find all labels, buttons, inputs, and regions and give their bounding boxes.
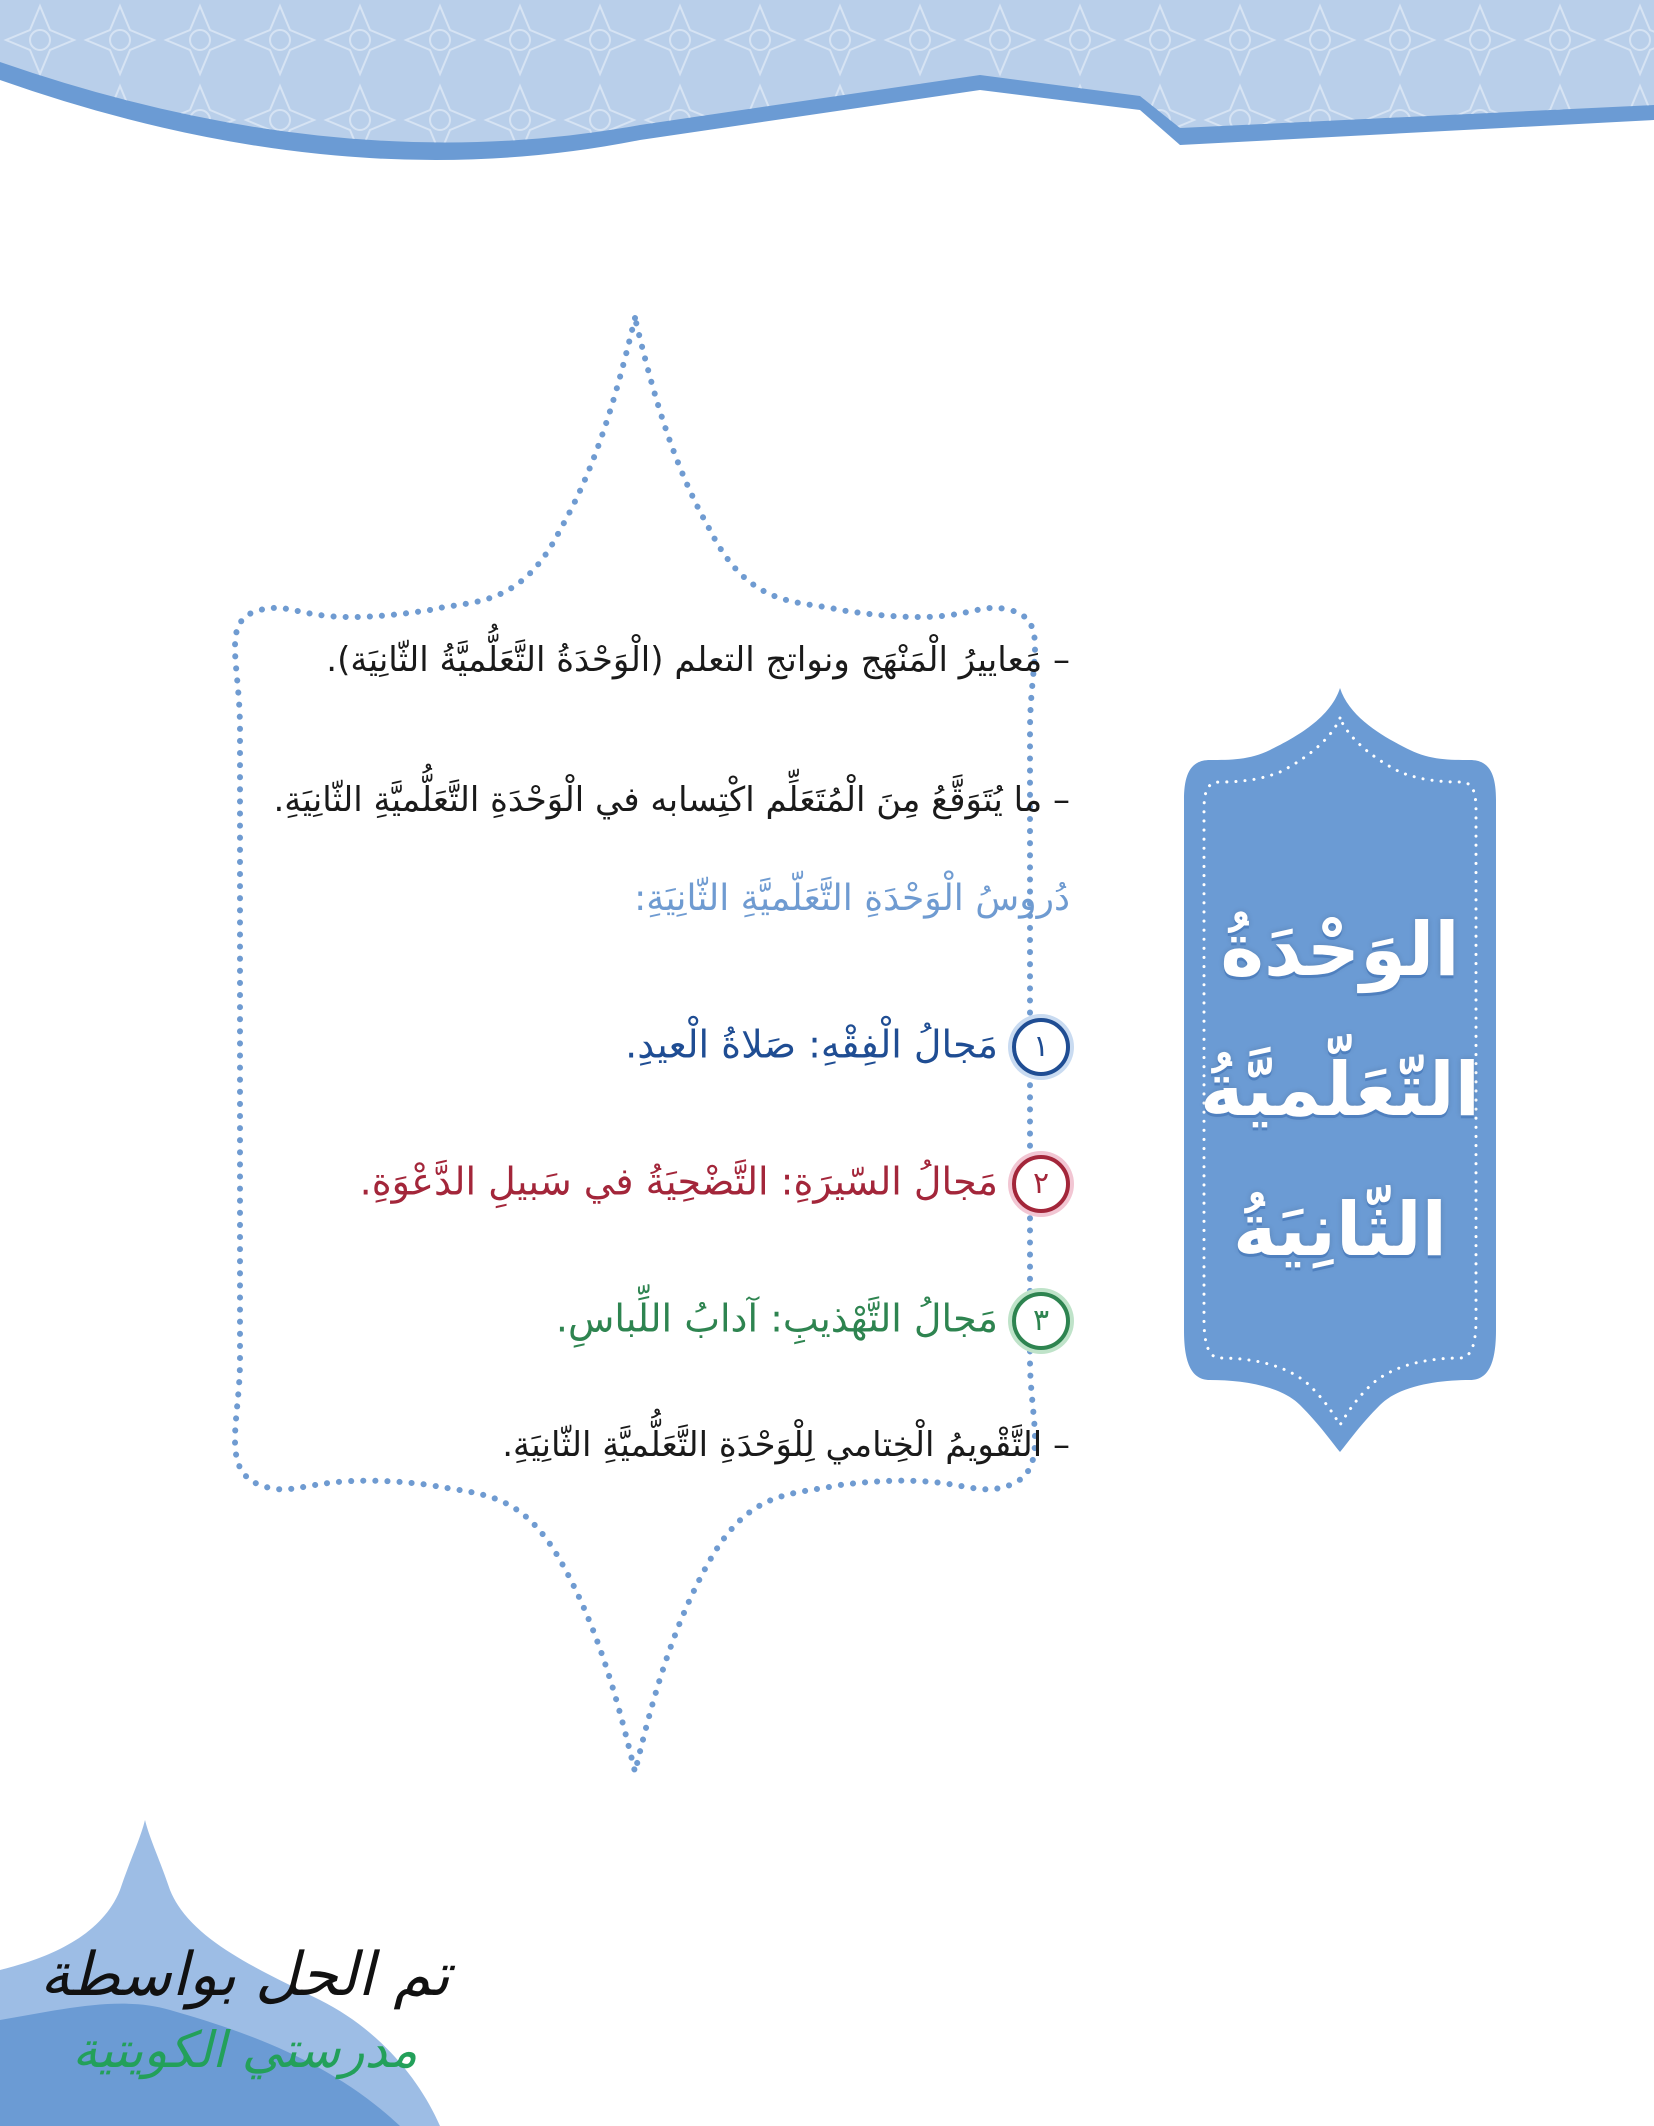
- number-three-badge: ٣: [1012, 1292, 1070, 1350]
- field-fiqh-row: [625, 1018, 1070, 1076]
- unit-badge-title: [1180, 880, 1500, 1300]
- lessons-heading: دُروسُ الْوَحْدَةِ التَّعَلّميَّةِ الثّانِيَةِ:: [634, 878, 1070, 919]
- standards-line: – مَعاييرُ الْمَنْهَج ونواتج التعلم (الْوَحْدَةُ التَّعَلُّميَّةُ الثّانِيَة).: [326, 640, 1070, 680]
- watermark-line-2: مدرستي الكويتية: [72, 2021, 418, 2079]
- top-banner: [0, 0, 1654, 190]
- field-seerah-row: [360, 1155, 1070, 1213]
- watermark-line-1: تم الحل بواسطة: [40, 1940, 450, 2010]
- number-two-badge: ٢: [1012, 1155, 1070, 1213]
- number-one-badge: ١: [1012, 1018, 1070, 1076]
- field-fiqh-text: مَجالُ الْفِقْهِ: صَلاةُ الْعيدِ.: [625, 1022, 998, 1067]
- expectations-line: – ما يُتَوَقَّعُ مِنَ الْمُتَعَلِّم اكْتِسابه في الْوَحْدَةِ التَّعَلُّميَّةِ الثّانِيَةِ.: [273, 780, 1070, 820]
- field-tahdheeb-row: [556, 1292, 1070, 1350]
- field-seerah-text: مَجالُ السّيرَةِ: التَّضْحِيَةُ في سَبيلِ الدَّعْوَةِ.: [359, 1159, 998, 1204]
- badge-line-3: الثّانِيَةُ: [1232, 1187, 1447, 1273]
- badge-line-2: التّعَلّميَّةُ: [1199, 1047, 1481, 1133]
- badge-line-1: الوَحْدَةُ: [1220, 907, 1460, 993]
- solution-watermark: [0, 1935, 490, 2085]
- field-tahdheeb-text: مَجالُ التَّهْذيبِ: آدابُ اللِّباسِ.: [555, 1296, 998, 1341]
- final-assessment-line: – التَّقْويمُ الْخِتامي لِلْوَحْدَةِ التَّعَلُّميَّةِ الثّانِيَةِ.: [502, 1425, 1070, 1465]
